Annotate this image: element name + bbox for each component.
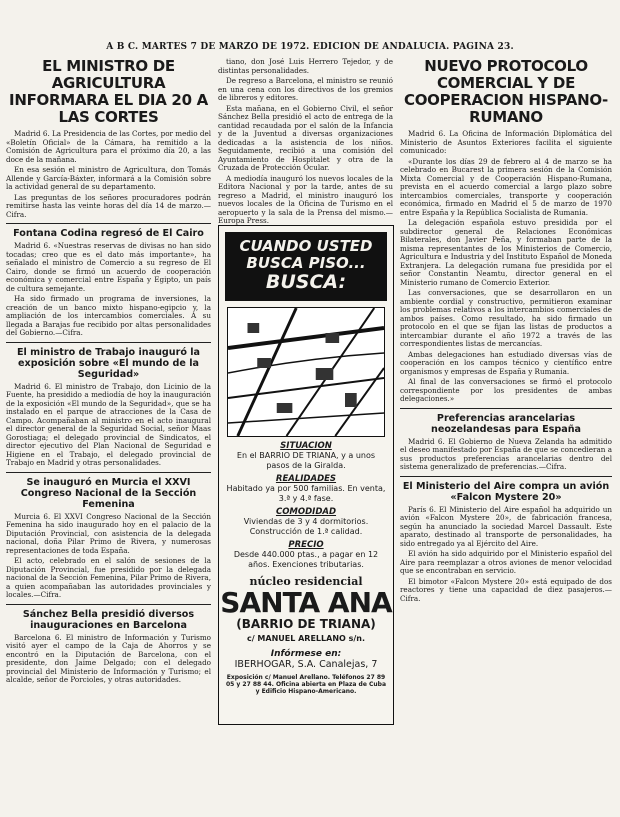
ad-line: BUSCA PISO... [246, 254, 366, 272]
headline-sanchez-bella: Sánchez Bella presidió diversos inauguraciones en Barcelona [22, 608, 195, 631]
paragraph: Las preguntas de los señores procuradores podrán remitirse hasta las veinte horas del día 14 de marzo.—Cifra. [6, 192, 211, 219]
paragraph: Madrid 6. «Nuestras reservas de divisas no han sido tocadas; creo que es el dato más importante», ha señalado el ministro de Comercio a su regreso de El Cairo, donde se firmó un acuerdo de cooperación económica y comercial entre España y Egipto, un país de cultura semejante. [6, 241, 211, 293]
headline-preferencias: Preferencias arancelarias neozelandesas para España [430, 412, 581, 435]
paragraph: El acto, celebrado en el salón de sesiones de la Diputación Provincial, fue presidido por la delegada nacional de la Sección Femenina, Pilar Primo de Rivera, a quien acompañaban las autoridades provinciales y locales.—Cifra. [6, 556, 211, 599]
ad-heading: SITUACION [280, 441, 332, 451]
ad-heading: COMODIDAD [275, 507, 337, 517]
paragraph: De regreso a Barcelona, el ministro se reunió en una cena con los directivos de los gremios de libreros y editores. [218, 76, 393, 102]
street-map-illustration [227, 307, 385, 437]
ad-company: IBERHOGAR, S.A. Canalejas, 7 [234, 659, 378, 670]
paragraph: «Durante los días 29 de febrero al 4 de marzo se ha celebrado en Bucarest la primera sesión de la Comisión Mixta Comercial y de Cooperación Hispano-Rumana, prevista en el acuerdo comercial a largo plazo sobre intercambios comerciales, transporte y cooperación económica, firmado en Madrid el 5 de marzo de 1970 entre España y la República Socialista de Rumania. [400, 156, 612, 217]
ad-barrio: (BARRIO DE TRIANA) [236, 617, 376, 631]
divider [6, 342, 211, 343]
paragraph: Madrid 6. La Presidencia de las Cortes, por medio del «Boletín Oficial» de la Cámara, ha remitido a la Comisión de Agricultura para el próximo día 20, a las doce de la mañana. [6, 129, 211, 164]
paragraph: El avión ha sido adquirido por el Ministerio español del Aire para reemplazar a otros aviones de menor velocidad que se encontraban en servicio. [400, 549, 612, 575]
ad-heading: PRECIO [288, 540, 324, 550]
headline-trabajo: El ministro de Trabajo inauguró la exposición sobre «El mundo de la Seguridad» [16, 346, 201, 380]
divider [6, 472, 211, 473]
paragraph: El bimotor «Falcon Mystere 20» está equipado de dos reactores y tiene una capacidad de diez pasajeros.—Cifra. [400, 576, 612, 603]
paragraph: Madrid 6. El ministro de Trabajo, don Licinio de la Fuente, ha presidido a mediodía de hoy la inauguración de la exposición «El mundo de la Seguridad», que se ha instalado en el parque de atracciones de la Casa de Campo. Acompañaban al ministro en el acto inaugural el director general de la Seguridad Social, señor Maas Gorostiaga; el delegado provincial de Sindicatos, el director ejecutivo del Plan Nacional de Seguridad e Higiene en el Trabajo, el delegado provincial de Trabajo en Madrid y otras personalidades. [6, 381, 211, 467]
paragraph: Esta mañana, en el Gobierno Civil, el señor Sánchez Bella presidió el acto de entrega de la cantidad recaudada por el salón de la Infancia y de la Juventud a diversas organizaciones dedicadas a la asistencia de los niños. Seguidamente, recibió a una comisión del Ayuntamiento de Hospitalet y otra de la Cruzada de Protección Ocular. [218, 103, 393, 172]
ad-banner [225, 232, 387, 301]
page-header: A B C. MARTES 7 DE MARZO DE 1972. EDICION DE ANDALUCIA. PAGINA 23. [106, 42, 514, 52]
ad-line: CUANDO USTED [239, 237, 373, 255]
ad-heading: REALIDADES [275, 474, 337, 484]
ad-line: BUSCA: [265, 271, 347, 293]
headline-protocolo: NUEVO PROTOCOLO COMERCIAL Y DE COOPERACION HISPANO-RUMANO [403, 57, 608, 126]
ad-nucleo: núcleo residencial [249, 575, 363, 588]
ad-text: Desde 440.000 ptas., a pagar en 12 años. Exenciones tributarias. [233, 550, 379, 569]
santa-ana-advertisement [218, 225, 394, 725]
paragraph: París 6. El Ministerio del Aire español ha adquirido un avión «Falcon Mystere 20», de fabricación francesa, según ha anunciado la sociedad Marcel Dassault. Este aparato, destinado al transporte de personalidades, ha sido entregado ya al Ejército del Aire. [400, 504, 612, 548]
ad-brand: SANTA ANA [220, 586, 392, 619]
headline-falcon: El Ministerio del Aire compra un avión «Falcon Mystere 20» [402, 480, 610, 503]
paragraph: Ambas delegaciones han estudiado diversas vías de cooperación en los campos técnico y científico entre organismos y empresas de España y Rumania. [400, 349, 612, 376]
headline-murcia: Se inauguró en Murcia el XXVI Congreso Nacional de la Sección Femenina [20, 476, 197, 510]
right-column [400, 58, 612, 605]
paragraph: Madrid 6. La Oficina de Información Diplomática del Ministerio de Asuntos Exteriores facilita el siguiente comunicado: [400, 129, 612, 155]
ad-address: c/ MANUEL ARELLANO s/n. [246, 634, 366, 643]
middle-column [218, 58, 393, 228]
paragraph: tiano, don José Luis Herrero Tejedor, y de distintas personalidades. [218, 57, 393, 75]
left-column [6, 58, 211, 687]
paragraph: La delegación española estuvo presidida por el subdirector general de Relaciones Económicas Bilaterales, don Javier Peña, y formaban parte de la misma representantes de los Ministerios de Comercio, Agricultura e Industria y del Instituto Español de Moneda Extranjera. La delegación rumana fue presidida por el señor Constantin Neamtu, director general en el Ministerio rumano de Comercio Exterior. [400, 218, 612, 287]
divider [400, 476, 612, 477]
ad-informese: Infórmese en: [270, 649, 342, 659]
paragraph: Murcia 6. El XXVI Congreso Nacional de la Sección Femenina ha sido inaugurado hoy en el palacio de la Diputación Provincial, con asistencia de la delegada nacional, doña Pilar Primo de Rivera, y numerosas representaciones de toda España. [6, 511, 211, 555]
divider [6, 604, 211, 605]
headline-fontana: Fontana Codina regresó de El Cairo [13, 228, 204, 239]
divider [6, 223, 211, 224]
ad-text: Habitado ya por 500 familias. En venta, 3.ª y 4.ª fase. [226, 484, 386, 503]
ad-text: En el BARRIO DE TRIANA, y a unos pasos de la Giralda. [236, 451, 376, 470]
divider [400, 408, 612, 409]
paragraph: Barcelona 6. El ministro de Información y Turismo visitó ayer el campo de la Caja de Ahorros y se encontró en la Diputación de Barcelona, con el presidente, don Jaime Delgado; con el delegado provincial del Ministerio de Información y Turismo; el alcalde, señor de Porcioles, y otras autoridades. [6, 632, 211, 684]
paragraph: En esa sesión el ministro de Agricultura, don Tomás Allende y García-Báxter, informará a la Comisión sobre la actividad general de su departamento. [6, 165, 211, 191]
headline-agricultura: EL MINISTRO DE AGRICULTURA INFORMARA EL DIA 20 A LAS CORTES [9, 57, 208, 126]
ad-text: Viviendas de 3 y 4 dormitorios. Construcción de 1.ª calidad. [243, 517, 369, 536]
paragraph: Madrid 6. El Gobierno de Nueva Zelanda ha admitido el deseo manifestado por España de que se concedieran a sus productos preferencias arancelarias dentro del sistema generalizado de preferencias.—Cifra. [400, 436, 612, 471]
paragraph: Ha sido firmado un programa de inversiones, la creación de un banco mixto hispano-egipcio y, la ampliación de los intercambios comerciales. A su llegada a Barajas fue recibido por altas personalidades del Gobierno.—Cifra. [6, 294, 211, 337]
ad-footer: Exposición c/ Manuel Arellano. Teléfonos 27 89 05 y 27 88 44. Oficina abierta en Plaza de Cuba y Edificio Hispano-Americano. [225, 674, 387, 695]
paragraph: Las conversaciones, que se desarrollaron en un ambiente cordial y constructivo, permitieron examinar los problemas relativos a los intercambios comerciales de ambos países. Como resultado, ha sido firmado un protocolo en el que se fijan las listas de productos a intercambiar durante el año 1972 a través de las correspondientes listas de mercancías. [400, 288, 612, 348]
paragraph: A mediodía inauguró los nuevos locales de la Editora Nacional y por la tarde, antes de su regreso a Madrid, el ministro inauguró los nuevos locales de la Oficina de Turismo en el aeropuerto y la sala de la Prensa del mismo.—Europa Press. [218, 173, 393, 225]
paragraph: Al final de las conversaciones se firmó el protocolo correspondiente por los presidentes de ambas delegaciones.» [400, 377, 612, 403]
